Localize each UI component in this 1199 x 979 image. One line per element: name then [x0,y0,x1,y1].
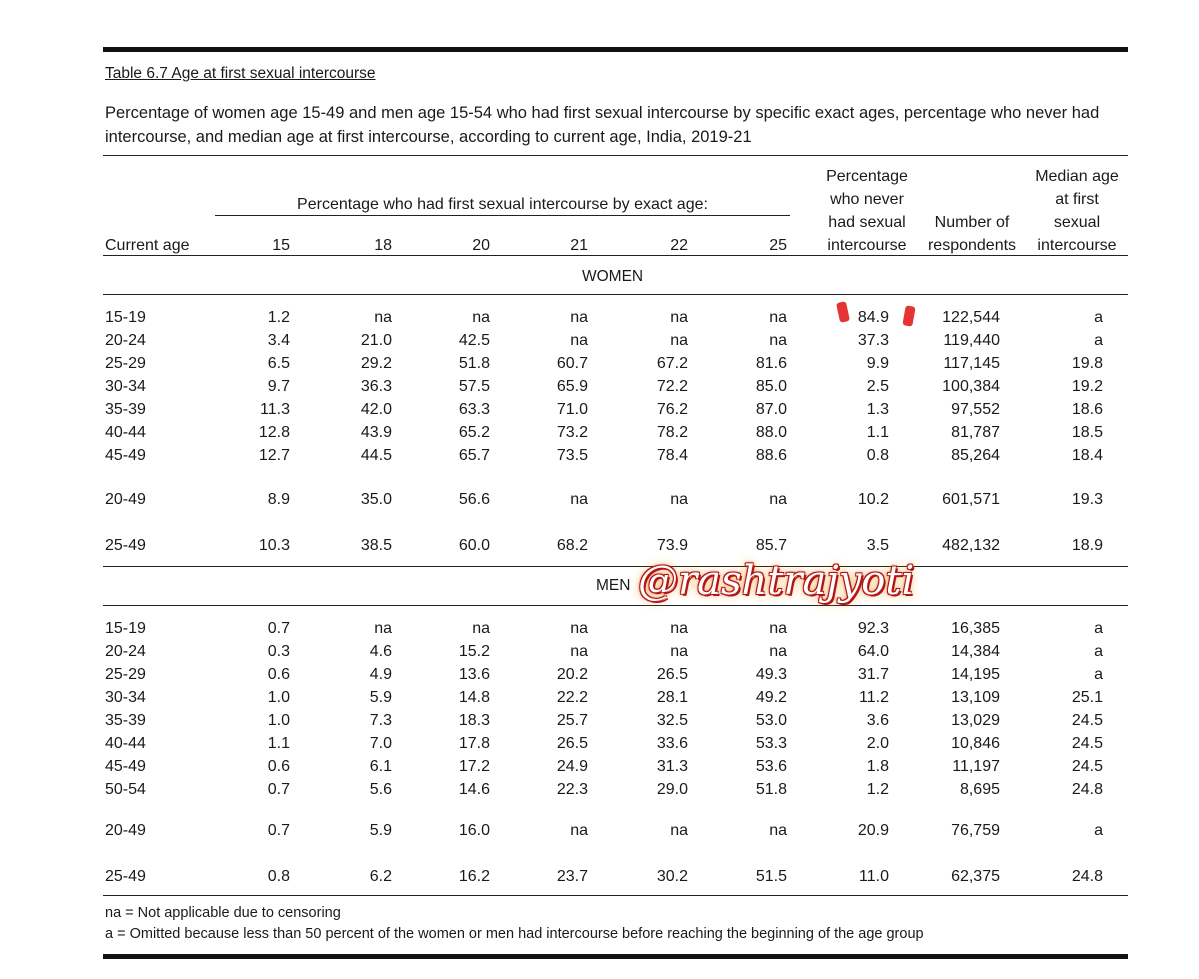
table-cell: 0.8 [866,447,889,464]
table-cell: 14.8 [458,689,490,706]
table-cell: a [1094,332,1103,349]
table-cell: 65.7 [458,447,490,464]
table-cell: 13.6 [458,666,490,683]
table-cell: 117,145 [943,355,1000,372]
table-cell: 26.5 [556,735,588,752]
row-label: 50-54 [105,781,146,798]
table-cell: 21.0 [360,332,392,349]
table-cell: 1.1 [866,424,889,441]
table-cell: 5.6 [369,781,392,798]
table-cell: 73.2 [556,424,588,441]
table-cell: 62,375 [951,868,1000,885]
table-cell: 0.7 [267,620,290,637]
table-cell: 11.2 [859,689,889,706]
table-cell: na [670,332,688,349]
row-label: 40-44 [105,735,146,752]
table-cell: 29.2 [360,355,392,372]
table-cell: 11,197 [952,758,1000,775]
table-cell: na [769,822,787,839]
row-label: 25-49 [105,868,146,885]
group-header: Percentage who had first sexual intercourse by exact age: [297,196,708,213]
table-cell: 76,759 [951,822,1000,839]
row-label: 20-49 [105,822,146,839]
women-rule [103,294,1128,295]
table-cell: 10,846 [951,735,1000,752]
table-cell: a [1094,620,1103,637]
table-cell: 42.0 [360,401,392,418]
table-cell: 1.1 [267,735,290,752]
table-title: Table 6.7 Age at first sexual intercourse [105,65,376,82]
table-cell: 16.0 [458,822,490,839]
men-top-rule [103,566,1128,567]
table-cell: 72.2 [656,378,688,395]
table-cell: 85.7 [755,537,787,554]
table-cell: 30.2 [656,868,688,885]
table-cell: 68.2 [556,537,588,554]
table-cell: 49.2 [755,689,787,706]
table-cell: na [570,491,588,508]
footnote-na: na = Not applicable due to censoring [105,905,341,921]
table-cell: 78.4 [656,447,688,464]
table-cell: 65.2 [458,424,490,441]
table-cell: 19.3 [1071,491,1103,508]
table-cell: na [670,620,688,637]
table-cell: 10.2 [857,491,889,508]
table-cell: 67.2 [656,355,688,372]
table-cell: 0.6 [267,758,290,775]
table-cell: 4.6 [369,643,392,660]
table-cell: 10.3 [258,537,290,554]
table-cell: na [472,620,490,637]
table-cell: na [670,822,688,839]
table-cell: 2.5 [866,378,889,395]
table-cell: na [570,822,588,839]
row-label: 35-39 [105,401,146,418]
table-cell: 37.3 [857,332,889,349]
table-cell: 1.3 [866,401,889,418]
row-label: 25-29 [105,666,146,683]
table-cell: 32.5 [656,712,688,729]
table-cell: 26.5 [656,666,688,683]
table-cell: 81.6 [755,355,787,372]
table-cell: 5.9 [369,822,392,839]
table-cell: 38.5 [360,537,392,554]
table-cell: 25.1 [1071,689,1103,706]
table-cell: 53.3 [755,735,787,752]
table-cell: 18.6 [1071,401,1103,418]
table-cell: 43.9 [360,424,392,441]
table-cell: 18.9 [1071,537,1103,554]
table-cell: 53.0 [755,712,787,729]
table-cell: 60.0 [458,537,490,554]
table-cell: 63.3 [458,401,490,418]
table-cell: 57.5 [458,378,490,395]
table-cell: 29.0 [656,781,688,798]
table-cell: 17.8 [458,735,490,752]
table-cell: na [374,620,392,637]
table-cell: 122,544 [942,309,1000,326]
table-cell: 56.6 [458,491,490,508]
table-cell: 92.3 [857,620,889,637]
table-cell: 0.8 [267,868,290,885]
table-cell: 17.2 [458,758,490,775]
table-cell: 0.7 [267,781,290,798]
table-cell: 97,552 [951,401,1000,418]
table-cell: 24.5 [1071,758,1103,775]
table-cell: na [670,491,688,508]
table-cell: 88.6 [755,447,787,464]
row-label: 35-39 [105,712,146,729]
table-cell: 22.2 [556,689,588,706]
men-rule [103,605,1128,606]
table-cell: 482,132 [942,537,1000,554]
table-cell: 18.3 [458,712,490,729]
header-age-col: 25 [769,237,787,254]
table-cell: 71.0 [556,401,588,418]
table-cell: 11.3 [260,401,290,418]
table-cell: 3.4 [267,332,290,349]
table-cell: 1.0 [267,689,290,706]
table-cell: 33.6 [656,735,688,752]
table-cell: 73.9 [656,537,688,554]
table-cell: 24.9 [556,758,588,775]
table-cell: 73.5 [556,447,588,464]
table-cell: 24.8 [1071,781,1103,798]
table-cell: 53.6 [755,758,787,775]
table-cell: 24.5 [1071,735,1103,752]
table-cell: na [769,643,787,660]
table-cell: 25.7 [556,712,588,729]
table-cell: a [1094,309,1103,326]
row-label: 15-19 [105,620,146,637]
table-cell: na [570,309,588,326]
table-cell: 31.3 [656,758,688,775]
table-cell: 6.1 [369,758,392,775]
header-current-age: Current age [105,237,190,254]
table-cell: 9.9 [866,355,889,372]
table-cell: 119,440 [943,332,1000,349]
table-cell: 22.3 [556,781,588,798]
table-cell: 85.0 [755,378,787,395]
table-cell: 85,264 [951,447,1000,464]
table-cell: 20.2 [556,666,588,683]
table-cell: 1.0 [267,712,290,729]
header-age-col: 15 [272,237,290,254]
table-cell: 3.5 [866,537,889,554]
row-label: 45-49 [105,758,146,775]
section-men: MEN [596,577,631,594]
header-age-col: 22 [670,237,688,254]
row-label: 20-24 [105,332,146,349]
table-cell: 16.2 [458,868,490,885]
table-cell: 18.4 [1071,447,1103,464]
header-number-of-respondents: Number of respondents [927,214,1017,254]
table-cell: 31.7 [857,666,889,683]
table-cell: 8.9 [267,491,290,508]
table-cell: 65.9 [556,378,588,395]
table-caption: Percentage of women age 15-49 and men age 15-54 who had first sexual intercourse by specific exact ages, percentage who never had intercourse, and median age at first intercourse, according to current age, India, 2019-21 [105,104,1100,146]
table-cell: 14.6 [458,781,490,798]
row-label: 25-29 [105,355,146,372]
table-cell: 42.5 [458,332,490,349]
table-cell: 87.0 [755,401,787,418]
table-cell: 9.7 [267,378,290,395]
table-cell: 1.8 [866,758,889,775]
table-cell: na [769,332,787,349]
table-cell: 51.8 [458,355,490,372]
table-cell: 24.5 [1071,712,1103,729]
table-cell: 60.7 [556,355,588,372]
row-label: 30-34 [105,689,146,706]
caption-rule [103,155,1128,156]
table-cell: 2.0 [866,735,889,752]
table-bottom-rule [103,895,1128,896]
table-cell: 23.7 [556,868,588,885]
table-cell: na [670,309,688,326]
table-cell: 1.2 [267,309,290,326]
table-cell: 18.5 [1071,424,1103,441]
top-rule [103,47,1128,52]
table-cell: 11.0 [859,868,889,885]
table-cell: 100,384 [942,378,1000,395]
section-women: WOMEN [582,268,644,285]
table-cell: 84.9 [857,309,889,326]
table-cell: 36.3 [360,378,392,395]
table-cell: na [769,491,787,508]
row-label: 40-44 [105,424,146,441]
table-cell: 20.9 [857,822,889,839]
table-cell: 12.7 [258,447,290,464]
table-cell: 88.0 [755,424,787,441]
table-cell: 81,787 [951,424,1000,441]
table-cell: 0.3 [267,643,290,660]
table-cell: 13,029 [951,712,1000,729]
table-cell: 28.1 [656,689,688,706]
row-label: 20-49 [105,491,146,508]
table-cell: 64.0 [857,643,889,660]
table-cell: a [1094,643,1103,660]
table-cell: 3.6 [866,712,889,729]
table-cell: 14,384 [951,643,1000,660]
table-cell: na [570,643,588,660]
row-label: 30-34 [105,378,146,395]
table-cell: 4.9 [369,666,392,683]
header-age-col: 21 [570,237,588,254]
table-cell: 6.5 [267,355,290,372]
table-cell: 44.5 [360,447,392,464]
table-cell: na [374,309,392,326]
row-label: 25-49 [105,537,146,554]
table-cell: 35.0 [360,491,392,508]
table-cell: 76.2 [656,401,688,418]
table-cell: 12.8 [258,424,290,441]
table-cell: 51.5 [755,868,787,885]
header-median-age: Median age at first sexual intercourse [1035,168,1119,254]
table-cell: 0.7 [267,822,290,839]
table-cell: na [472,309,490,326]
table-cell: 5.9 [369,689,392,706]
table-cell: na [570,620,588,637]
bottom-rule [103,954,1128,959]
table-cell: 8,695 [959,781,1000,798]
table-cell: 7.0 [369,735,392,752]
table-cell: 24.8 [1071,868,1103,885]
table-cell: 49.3 [755,666,787,683]
table-cell: 78.2 [656,424,688,441]
header-age-col: 20 [472,237,490,254]
table-cell: 14,195 [951,666,1000,683]
table-cell: 51.8 [755,781,787,798]
table-cell: 19.8 [1071,355,1103,372]
table-cell: 16,385 [951,620,1000,637]
header-age-col: 18 [374,237,392,254]
table-cell: 1.2 [866,781,889,798]
table-cell: 13,109 [951,689,1000,706]
table-cell: a [1094,822,1103,839]
table-cell: na [570,332,588,349]
header-never-had-intercourse: Percentage who never had sexual intercourse [826,168,908,254]
table-cell: na [670,643,688,660]
table-cell: na [769,620,787,637]
row-label: 15-19 [105,309,146,326]
table-cell: 19.2 [1071,378,1103,395]
table-cell: 601,571 [942,491,1000,508]
table-cell: 7.3 [369,712,392,729]
footnote-a: a = Omitted because less than 50 percent of the women or men had intercourse before reaching the beginning of the age group [105,926,924,942]
table-cell: a [1094,666,1103,683]
row-label: 20-24 [105,643,146,660]
table-cell: 6.2 [369,868,392,885]
table-cell: 0.6 [267,666,290,683]
row-label: 45-49 [105,447,146,464]
table-cell: na [769,309,787,326]
watermark: @rashtrajyoti [638,558,915,604]
table-cell: 15.2 [458,643,490,660]
